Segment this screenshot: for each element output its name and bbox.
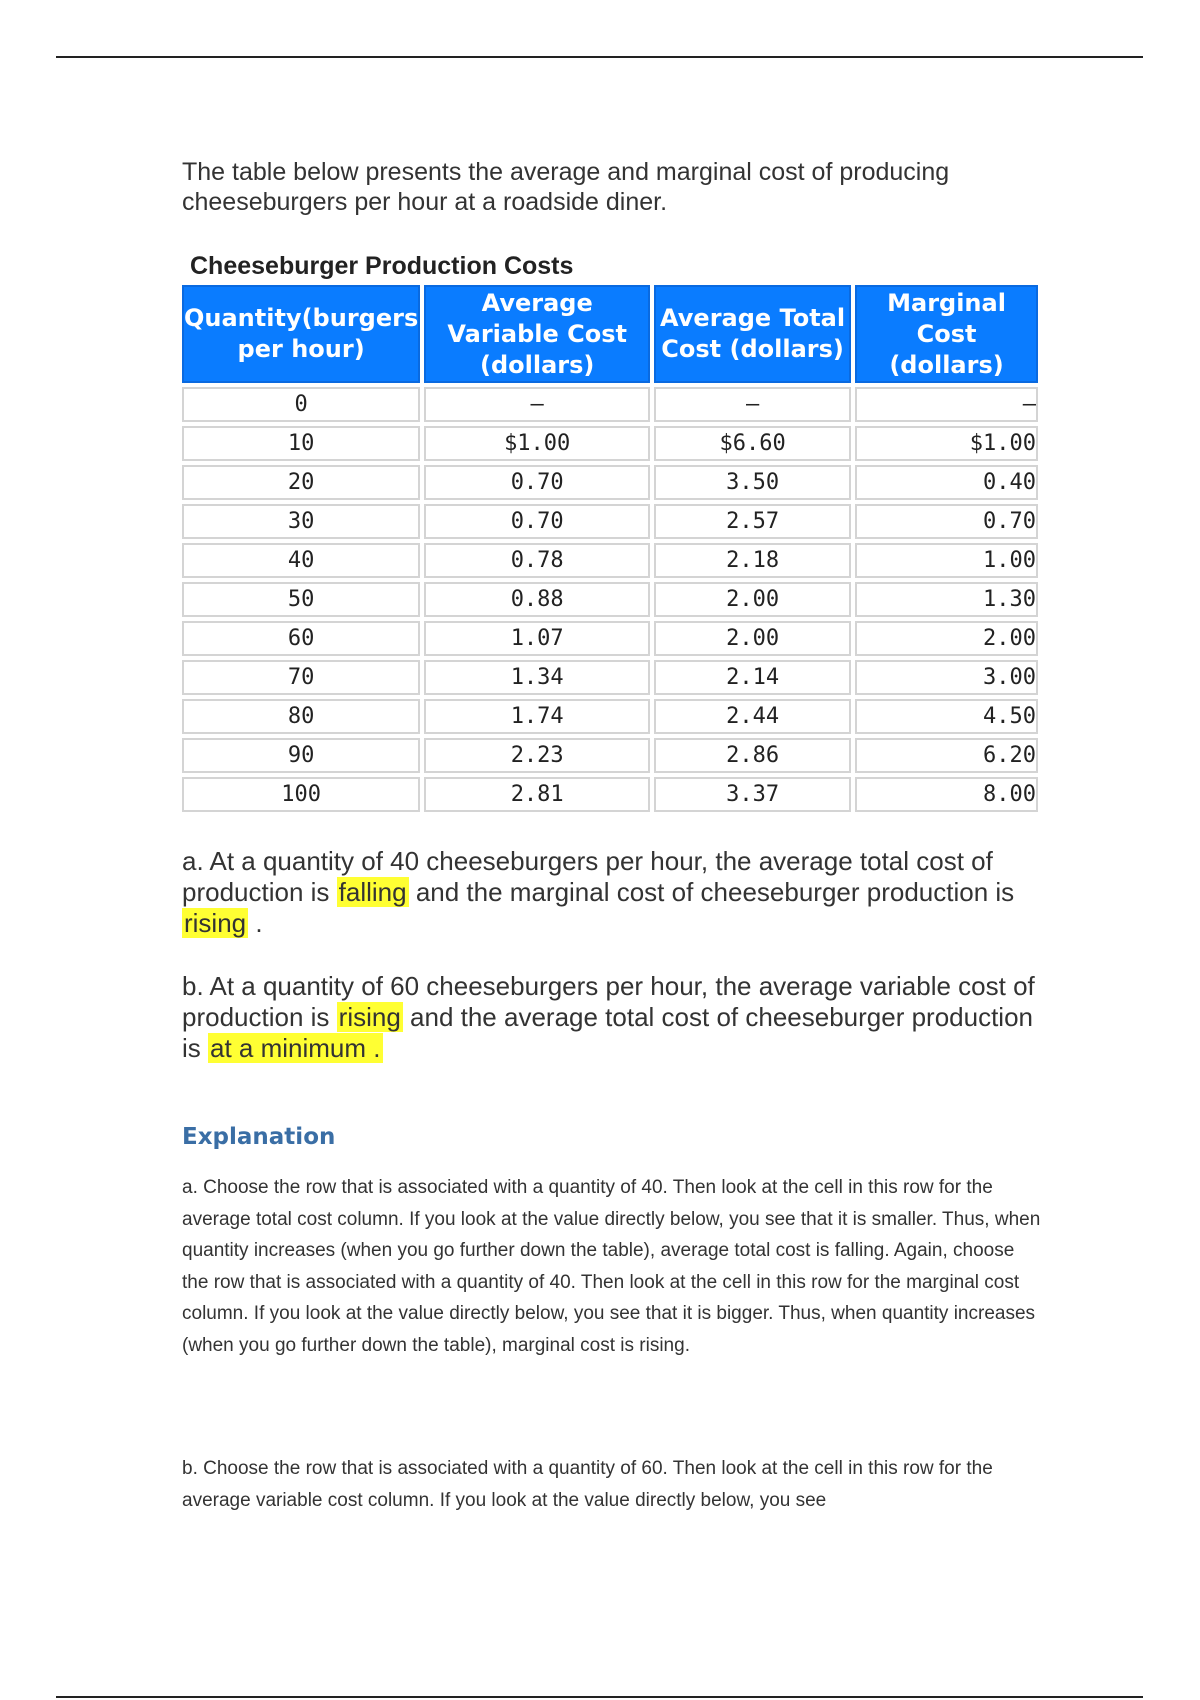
cell-atc: 2.57 xyxy=(654,504,851,539)
cell-atc: 3.50 xyxy=(654,465,851,500)
table-row xyxy=(182,543,1038,578)
cell-quantity: 90 xyxy=(182,738,420,773)
cell-quantity: 0 xyxy=(182,387,420,422)
cell-avc: 2.81 xyxy=(424,777,650,812)
cost-table xyxy=(178,281,1042,816)
cell-atc: 2.00 xyxy=(654,582,851,617)
cell-quantity: 50 xyxy=(182,582,420,617)
header-quantity: Quantity(burgers per hour) xyxy=(182,285,420,383)
cell-avc: 1.34 xyxy=(424,660,650,695)
cell-mc: $1.00 xyxy=(855,426,1038,461)
header-atc: Average Total Cost (dollars) xyxy=(654,285,851,383)
question-a-text-1: a. At a quantity of 40 cheeseburgers per hour, the average total cost of production is xyxy=(182,846,993,907)
intro-text: The table below presents the average and marginal cost of producing cheeseburgers per hour at a roadside diner. xyxy=(182,158,950,216)
cell-mc: — xyxy=(855,387,1038,422)
cell-mc: 0.70 xyxy=(855,504,1038,539)
table-row xyxy=(182,465,1038,500)
cell-atc: — xyxy=(654,387,851,422)
table-row xyxy=(182,426,1038,461)
answer-a-1: falling xyxy=(338,877,407,907)
document-body xyxy=(182,157,1042,1516)
cell-avc: 0.88 xyxy=(424,582,650,617)
cell-quantity: 30 xyxy=(182,504,420,539)
cell-avc: 0.70 xyxy=(424,465,650,500)
question-a xyxy=(182,846,1042,939)
explanation-b: b. Choose the row that is associated with a quantity of 60. Then look at the cell in this row for the average variable cost column. If you look at the value directly below, you see xyxy=(182,1458,993,1511)
header-mc: Marginal Cost (dollars) xyxy=(855,285,1038,383)
cell-mc: 4.50 xyxy=(855,699,1038,734)
table-row xyxy=(182,738,1038,773)
bottom-rule xyxy=(56,1696,1143,1698)
cell-avc: 2.23 xyxy=(424,738,650,773)
table-header-row xyxy=(182,285,1038,383)
table-row xyxy=(182,777,1038,812)
cell-quantity: 70 xyxy=(182,660,420,695)
cell-mc: 2.00 xyxy=(855,621,1038,656)
cell-atc: 2.18 xyxy=(654,543,851,578)
cell-quantity: 20 xyxy=(182,465,420,500)
cell-mc: 6.20 xyxy=(855,738,1038,773)
question-a-text-3: . xyxy=(248,908,263,938)
table-row xyxy=(182,387,1038,422)
cell-avc: 1.07 xyxy=(424,621,650,656)
header-avc: Average Variable Cost (dollars) xyxy=(424,285,650,383)
cell-atc: $6.60 xyxy=(654,426,851,461)
cell-avc: 1.74 xyxy=(424,699,650,734)
cell-quantity: 10 xyxy=(182,426,420,461)
cell-atc: 2.00 xyxy=(654,621,851,656)
explanation-a: a. Choose the row that is associated with a quantity of 40. Then look at the cell in this row for the average total cost column. If you look at the value directly below, you see that it is smaller. Thus, when quantity increases (when you go further down the table), average total cost is falling. Again, choose the row that is associated with a quantity of 40. Then look at the cell in this row for the marginal cost column. If you look at the value directly below, you see that it is bigger. Thus, when quantity increases (when you go further down the table), marginal cost is rising. xyxy=(182,1177,1041,1356)
answer-b-2: at a minimum . xyxy=(210,1033,381,1063)
cell-quantity: 40 xyxy=(182,543,420,578)
question-b xyxy=(182,971,1042,1064)
cell-mc: 3.00 xyxy=(855,660,1038,695)
table-row xyxy=(182,582,1038,617)
question-a-text-2: and the marginal cost of cheeseburger production is xyxy=(408,877,1015,907)
table-body xyxy=(182,387,1038,812)
cell-avc: $1.00 xyxy=(424,426,650,461)
table-row xyxy=(182,621,1038,656)
table-row xyxy=(182,699,1038,734)
table-row xyxy=(182,504,1038,539)
cell-avc: — xyxy=(424,387,650,422)
explanation-heading: Explanation xyxy=(182,1124,336,1150)
cell-quantity: 100 xyxy=(182,777,420,812)
cell-atc: 3.37 xyxy=(654,777,851,812)
cell-mc: 0.40 xyxy=(855,465,1038,500)
answer-b-1: rising xyxy=(338,1002,401,1032)
cell-avc: 0.78 xyxy=(424,543,650,578)
table-caption: Cheeseburger Production Costs xyxy=(190,252,574,280)
cell-atc: 2.86 xyxy=(654,738,851,773)
cell-quantity: 60 xyxy=(182,621,420,656)
question-b-text-2: and the average total cost of cheeseburger production is xyxy=(182,1002,1033,1063)
cell-mc: 1.00 xyxy=(855,543,1038,578)
cell-avc: 0.70 xyxy=(424,504,650,539)
answer-a-2: rising xyxy=(184,908,247,938)
cell-atc: 2.14 xyxy=(654,660,851,695)
question-b-text-1: b. At a quantity of 60 cheeseburgers per hour, the average variable cost of production is xyxy=(182,971,1035,1032)
cell-mc: 1.30 xyxy=(855,582,1038,617)
cell-atc: 2.44 xyxy=(654,699,851,734)
cell-mc: 8.00 xyxy=(855,777,1038,812)
table-row xyxy=(182,660,1038,695)
cell-quantity: 80 xyxy=(182,699,420,734)
top-rule xyxy=(56,56,1143,58)
